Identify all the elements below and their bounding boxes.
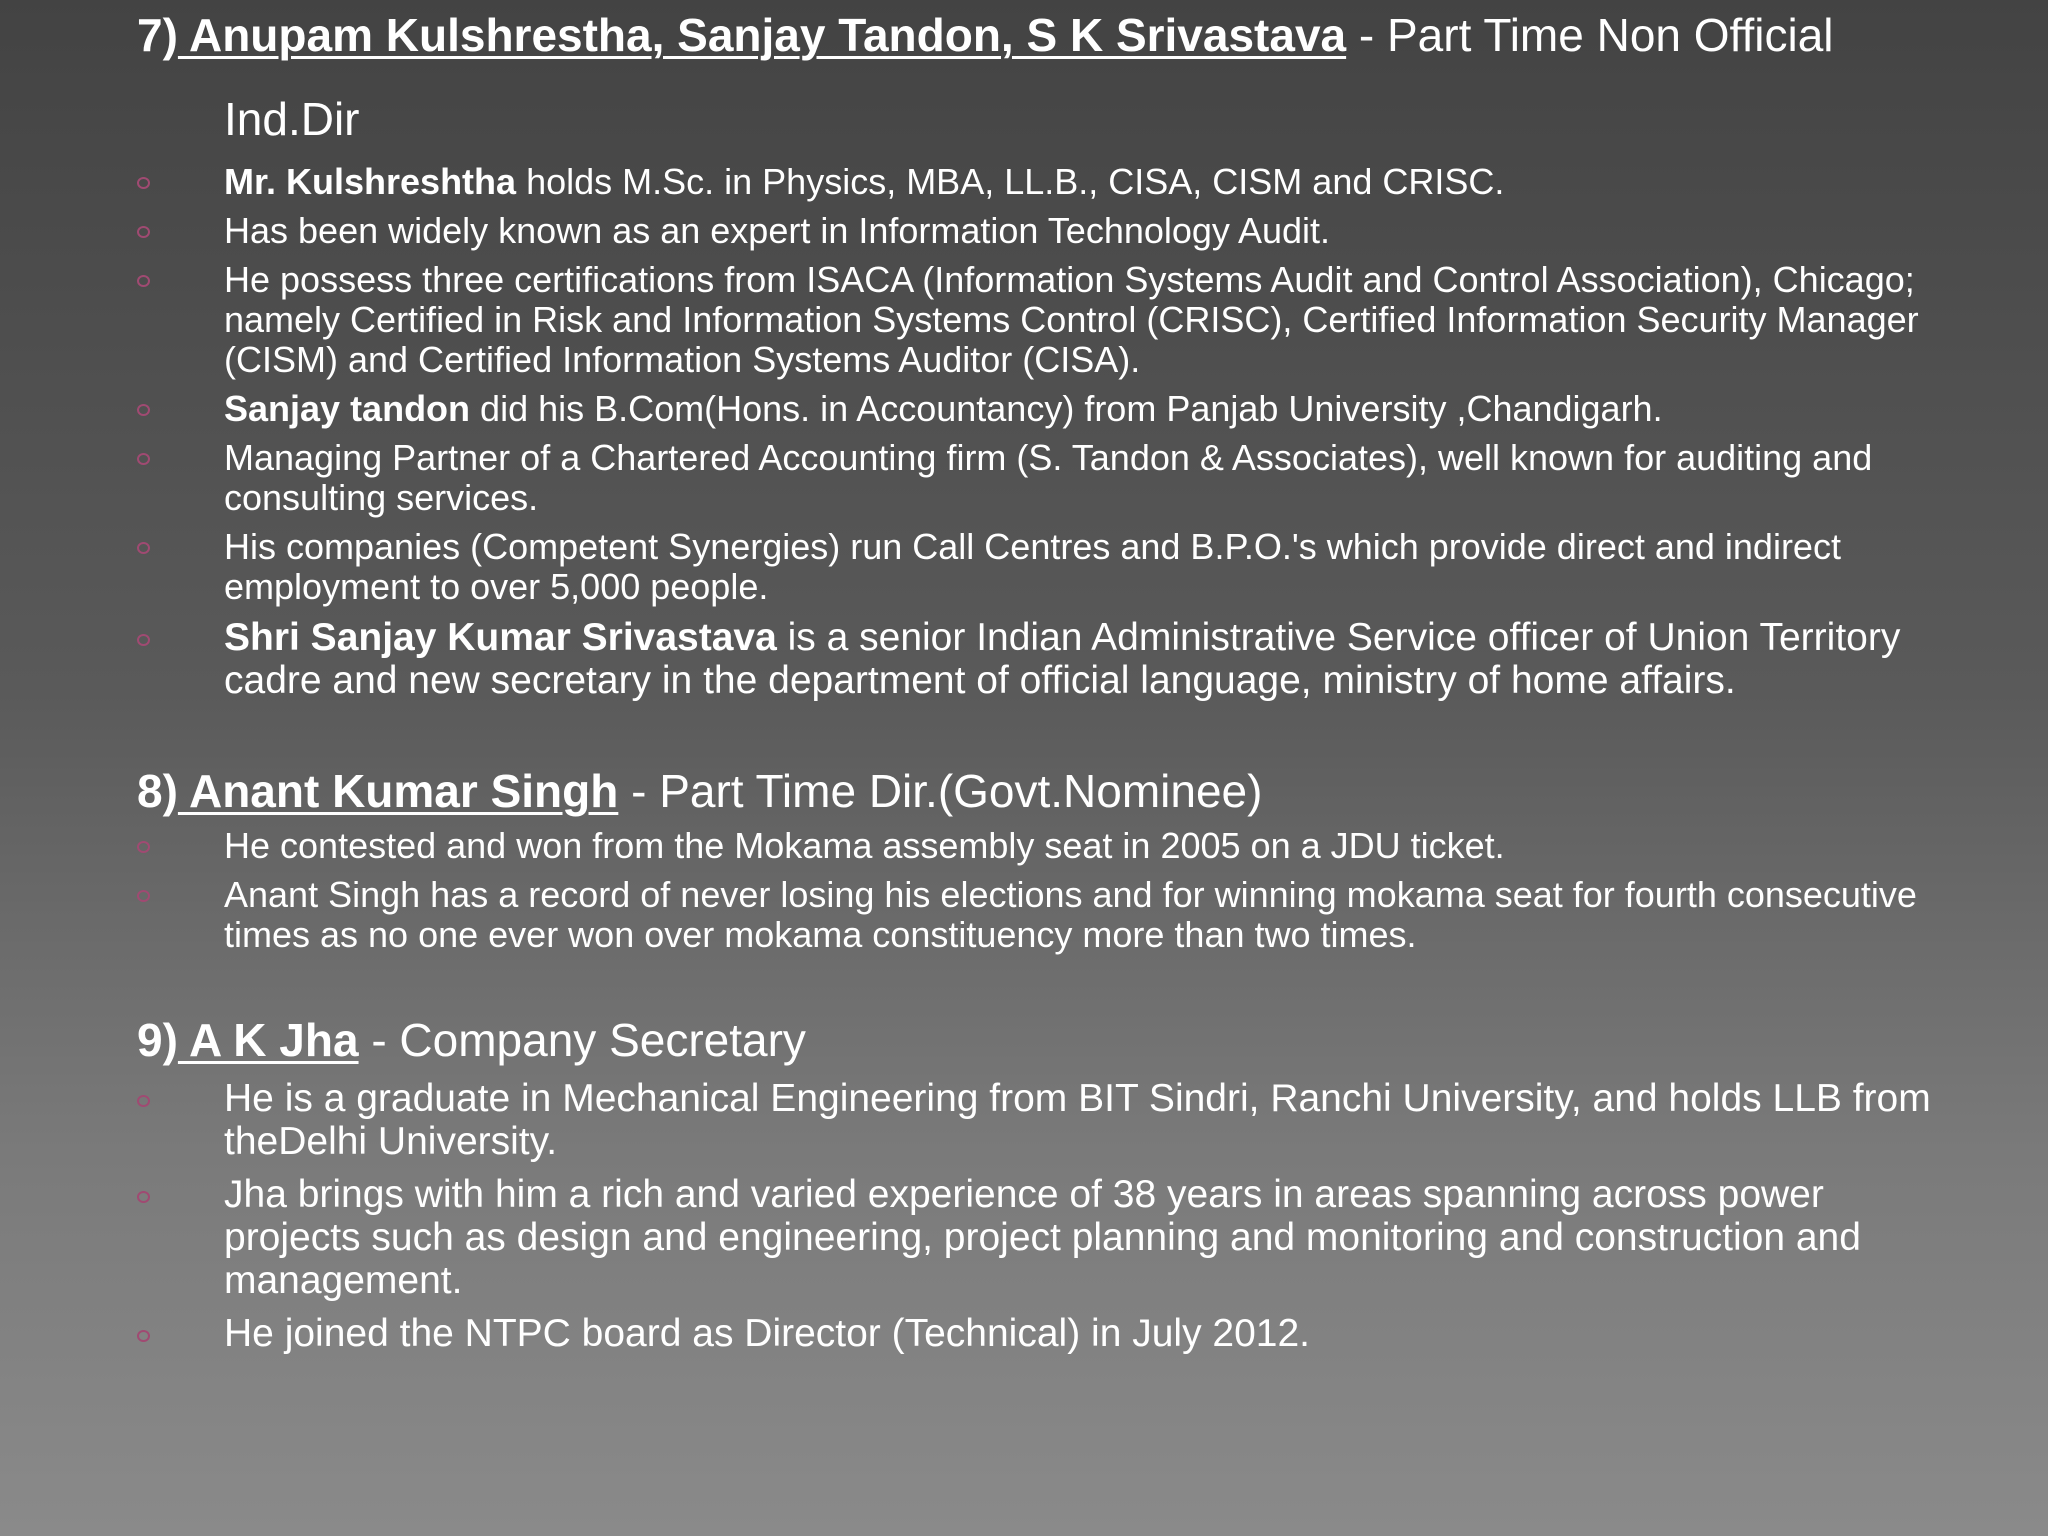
list-item	[137, 438, 1937, 518]
section-number: 8)	[137, 765, 178, 817]
bullet-bold-lead: Mr. Kulshreshtha	[224, 161, 517, 202]
bullet-text: His companies (Competent Synergies) run Call Centres and B.P.O.'s which provide direct and indirect employment to over 5,000 people.	[224, 526, 1841, 607]
bullet-circle-icon	[137, 1095, 150, 1107]
bullet-bold-lead: Sanjay tandon	[224, 388, 471, 429]
bullet-text: Managing Partner of a Chartered Accounting firm (S. Tandon & Associates), well known for auditing and consulting services.	[224, 437, 1873, 518]
section-role: - Company Secretary	[358, 1014, 806, 1066]
bullet-text: is a senior Indian Administrative Service officer of Union Territory cadre and new secretary in the department of official language, ministry of home affairs.	[224, 616, 1901, 702]
section-heading-8	[137, 764, 1262, 818]
list-item	[137, 260, 1937, 380]
bullet-circle-icon	[137, 404, 150, 416]
bullet-circle-icon	[137, 890, 150, 902]
bullet-list-7	[137, 162, 1937, 711]
bullet-text: did his B.Com(Hons. in Accountancy) from Panjab University ,Chandigarh.	[470, 388, 1663, 429]
bullet-circle-icon	[137, 453, 150, 465]
bullet-text: He joined the NTPC board as Director (Technical) in July 2012.	[224, 1312, 1311, 1355]
section-heading-9	[137, 1013, 806, 1067]
bullet-list-8	[137, 826, 1937, 964]
bullet-circle-icon	[137, 1330, 150, 1342]
section-number: 7)	[137, 9, 178, 61]
section-role: - Part Time Non Official	[1346, 9, 1834, 61]
list-item	[137, 826, 1937, 866]
section-names: A K Jha	[177, 1014, 359, 1066]
bullet-circle-icon	[137, 226, 150, 238]
list-item	[137, 527, 1937, 607]
bullet-circle-icon	[137, 542, 150, 554]
bullet-text: He possess three certifications from ISACA (Information Systems Audit and Control Association), Chicago; namely Certified in Risk and Information Systems Control (CRISC), Certified Information Security Manager (CISM) and Certified Information Systems Auditor (CISA).	[224, 259, 1919, 380]
bullet-text: Has been widely known as an expert in Information Technology Audit.	[224, 210, 1330, 251]
bullet-text: Anant Singh has a record of never losing his elections and for winning mokama seat for fourth consecutive times as no one ever won over mokama constituency more than two times.	[224, 874, 1917, 955]
section-number: 9)	[137, 1014, 178, 1066]
section-role: - Part Time Dir.(Govt.Nominee)	[618, 765, 1263, 817]
list-item	[137, 875, 1937, 955]
list-item	[137, 616, 1937, 702]
section-role-continued: Ind.Dir	[224, 93, 360, 145]
list-item	[137, 1312, 1937, 1355]
list-item	[137, 1173, 1937, 1302]
section-heading-7	[137, 8, 1834, 62]
list-item	[137, 389, 1937, 429]
section-names: Anupam Kulshrestha, Sanjay Tandon, S K Srivastava	[177, 9, 1347, 61]
bullet-circle-icon	[137, 634, 150, 646]
bullet-circle-icon	[137, 177, 150, 189]
section-names: Anant Kumar Singh	[177, 765, 619, 817]
bullet-text: He is a graduate in Mechanical Engineering from BIT Sindri, Ranchi University, and holds LLB from theDelhi University.	[224, 1077, 1931, 1163]
bullet-text: holds M.Sc. in Physics, MBA, LL.B., CISA, CISM and CRISC.	[516, 161, 1505, 202]
bullet-circle-icon	[137, 1191, 150, 1203]
bullet-text: Jha brings with him a rich and varied experience of 38 years in areas spanning across power projects such as design and engineering, project planning and monitoring and construction and management.	[224, 1173, 1861, 1302]
bullet-circle-icon	[137, 841, 150, 853]
list-item	[137, 1077, 1937, 1163]
list-item	[137, 211, 1937, 251]
list-item	[137, 162, 1937, 202]
bullet-circle-icon	[137, 275, 150, 287]
bullet-text: He contested and won from the Mokama assembly seat in 2005 on a JDU ticket.	[224, 825, 1505, 866]
bullet-bold-lead: Shri Sanjay Kumar Srivastava	[224, 616, 777, 659]
bullet-list-9	[137, 1077, 1937, 1365]
